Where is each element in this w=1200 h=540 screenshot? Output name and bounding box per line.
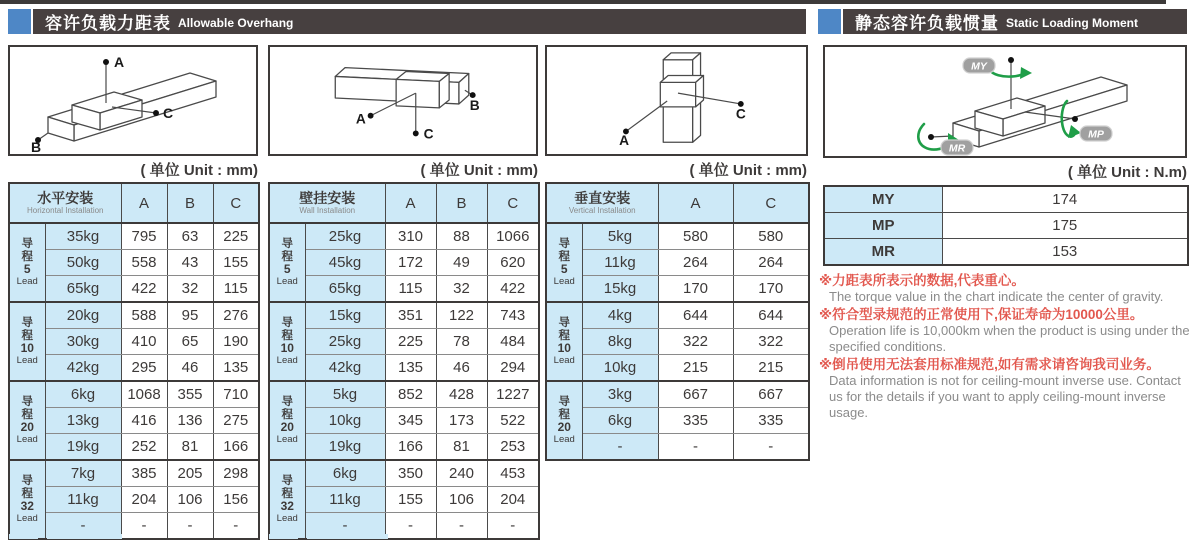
blue-accent-square — [818, 9, 841, 34]
note-chinese: ※符合型录规范的正常使用下,保证寿命为10000公里。 — [819, 307, 1144, 322]
point-c-label: C — [423, 126, 434, 142]
weight-cell: 11kg — [305, 487, 385, 513]
value-cell: 46 — [436, 355, 487, 382]
value-cell: 294 — [487, 355, 539, 382]
value-cell: 276 — [213, 302, 259, 329]
weight-cell: 11kg — [45, 487, 121, 513]
column-header: A — [121, 183, 167, 223]
lead-group-cell: 导 程 10 Lead — [269, 302, 305, 381]
point-b-label: B — [31, 139, 42, 154]
value-cell: 95 — [167, 302, 213, 329]
weight-cell: - — [45, 513, 121, 540]
value-cell: 88 — [436, 223, 487, 250]
value-cell: 558 — [121, 250, 167, 276]
installation-table — [8, 182, 260, 540]
weight-cell: 42kg — [45, 355, 121, 382]
value-cell: 275 — [213, 408, 259, 434]
value-cell: 65 — [167, 329, 213, 355]
weight-cell: 25kg — [305, 329, 385, 355]
value-cell: 63 — [167, 223, 213, 250]
value-cell: 484 — [487, 329, 539, 355]
weight-cell: - — [305, 513, 385, 540]
value-cell: 522 — [487, 408, 539, 434]
unit-label-horizontal: ( 单位 Unit : mm) — [140, 162, 258, 179]
moment-actuator-drawing — [825, 47, 1185, 156]
value-cell: 49 — [436, 250, 487, 276]
installation-table — [268, 182, 540, 540]
value-cell: 166 — [213, 434, 259, 461]
table-static-loading-moment — [823, 185, 1187, 266]
value-cell: 422 — [487, 276, 539, 303]
notes-section — [819, 272, 1197, 422]
lead-group-cell: 导 程 20 Lead — [546, 381, 582, 460]
weight-cell: 15kg — [582, 276, 658, 303]
clipped-cell-strip — [269, 534, 298, 539]
weight-cell: 30kg — [45, 329, 121, 355]
value-cell: 667 — [733, 381, 809, 408]
value-cell: 106 — [167, 487, 213, 513]
top-rule — [0, 0, 1166, 4]
lead-group-cell: 导 程 20 Lead — [269, 381, 305, 460]
value-cell: 335 — [658, 408, 733, 434]
value-cell: 225 — [213, 223, 259, 250]
value-cell: 172 — [385, 250, 436, 276]
point-c-dot — [153, 110, 159, 116]
value-cell: 620 — [487, 250, 539, 276]
value-cell: 156 — [213, 487, 259, 513]
value-cell: - — [487, 513, 539, 540]
my-badge-label: MY — [971, 60, 987, 73]
value-cell: - — [436, 513, 487, 540]
value-cell: 215 — [658, 355, 733, 382]
lead-group-cell: 导 程 5 Lead — [9, 223, 45, 302]
note-english: Operation life is 10,000km when the product is using under the specified conditions. — [829, 323, 1190, 354]
value-cell: 428 — [436, 381, 487, 408]
value-cell: 795 — [121, 223, 167, 250]
column-header: C — [487, 183, 539, 223]
weight-cell: - — [582, 434, 658, 461]
value-cell: 205 — [167, 460, 213, 487]
lead-group-cell: 导 程 5 Lead — [546, 223, 582, 302]
value-cell: 295 — [121, 355, 167, 382]
table-title-cell: 水平安装 Horizontal Installation — [9, 183, 121, 223]
value-cell: 580 — [658, 223, 733, 250]
lead-group-cell: 导 程 10 Lead — [9, 302, 45, 381]
clipped-cell-strip — [9, 534, 38, 539]
weight-cell: 7kg — [45, 460, 121, 487]
value-cell: 78 — [436, 329, 487, 355]
value-cell: 644 — [733, 302, 809, 329]
value-cell: 115 — [385, 276, 436, 303]
value-cell: 115 — [213, 276, 259, 303]
value-cell: 81 — [167, 434, 213, 461]
value-cell: 240 — [436, 460, 487, 487]
value-cell: 1068 — [121, 381, 167, 408]
lead-group-cell: 导 程 10 Lead — [546, 302, 582, 381]
unit-label-vertical: ( 单位 Unit : mm) — [689, 162, 807, 179]
moment-diagram — [823, 45, 1187, 158]
value-cell: 204 — [487, 487, 539, 513]
value-cell: 135 — [213, 355, 259, 382]
note-chinese: ※力距表所表示的数据,代表重心。 — [819, 273, 1025, 288]
value-cell: 81 — [436, 434, 487, 461]
value-cell: 422 — [121, 276, 167, 303]
weight-cell: 20kg — [45, 302, 121, 329]
section-header-overhang — [8, 9, 806, 34]
weight-cell: 50kg — [45, 250, 121, 276]
value-cell: 32 — [436, 276, 487, 303]
weight-cell: 35kg — [45, 223, 121, 250]
weight-cell: 6kg — [305, 460, 385, 487]
value-cell: 355 — [167, 381, 213, 408]
value-cell: 667 — [658, 381, 733, 408]
value-cell: 1066 — [487, 223, 539, 250]
note-english: The torque value in the chart indicate the center of gravity. — [829, 289, 1164, 304]
unit-label-wall: ( 单位 Unit : mm) — [420, 162, 538, 179]
table-title-cell: 壁挂安装 Wall Installation — [269, 183, 385, 223]
moment-value-cell: 174 — [942, 186, 1188, 213]
value-cell: 1227 — [487, 381, 539, 408]
vertical-installation-diagram — [545, 45, 808, 156]
value-cell: - — [213, 513, 259, 540]
value-cell: 46 — [167, 355, 213, 382]
value-cell: 215 — [733, 355, 809, 382]
value-cell: 335 — [733, 408, 809, 434]
weight-cell: 5kg — [582, 223, 658, 250]
value-cell: 170 — [733, 276, 809, 303]
point-a-label: A — [114, 54, 125, 70]
moment-label-cell: MY — [824, 186, 942, 213]
weight-cell: 10kg — [305, 408, 385, 434]
point-a-label: A — [619, 133, 629, 149]
value-cell: 644 — [658, 302, 733, 329]
point-c-label: C — [735, 106, 746, 122]
value-cell: 345 — [385, 408, 436, 434]
weight-cell: 15kg — [305, 302, 385, 329]
value-cell: - — [658, 434, 733, 461]
moment-value-cell: 175 — [942, 213, 1188, 239]
weight-cell: 3kg — [582, 381, 658, 408]
value-cell: - — [385, 513, 436, 540]
column-header: B — [167, 183, 213, 223]
column-header: A — [385, 183, 436, 223]
note-english: Data information is not for ceiling-mount inverse use. Contact us for the details if you want to apply ceiling-mount inverse usage. — [829, 373, 1181, 420]
blue-accent-square — [8, 9, 31, 34]
column-header: B — [436, 183, 487, 223]
vertical-actuator-drawing — [547, 47, 806, 154]
mp-badge-label: MP — [1088, 128, 1104, 141]
value-cell: 173 — [436, 408, 487, 434]
table-horizontal-installation — [8, 182, 258, 540]
weight-cell: 11kg — [582, 250, 658, 276]
weight-cell: 19kg — [305, 434, 385, 461]
value-cell: 351 — [385, 302, 436, 329]
weight-cell: 42kg — [305, 355, 385, 382]
value-cell: 166 — [385, 434, 436, 461]
table-title-cell: 垂直安装 Vertical Installation — [546, 183, 658, 223]
point-a-dot — [368, 113, 374, 119]
value-cell: 416 — [121, 408, 167, 434]
value-cell: 385 — [121, 460, 167, 487]
installation-table — [545, 182, 810, 461]
weight-cell: 8kg — [582, 329, 658, 355]
weight-cell: 13kg — [45, 408, 121, 434]
weight-cell: 10kg — [582, 355, 658, 382]
value-cell: 225 — [385, 329, 436, 355]
column-header: C — [213, 183, 259, 223]
weight-cell: 45kg — [305, 250, 385, 276]
wall-actuator-drawing — [270, 47, 536, 154]
horizontal-installation-diagram — [8, 45, 258, 156]
point-a-label: A — [355, 111, 366, 127]
lead-group-cell: 导 程 32 Lead — [269, 460, 305, 539]
weight-cell: 19kg — [45, 434, 121, 461]
value-cell: 106 — [436, 487, 487, 513]
column-header: A — [658, 183, 733, 223]
horizontal-actuator-drawing — [10, 47, 256, 154]
value-cell: 155 — [385, 487, 436, 513]
value-cell: 588 — [121, 302, 167, 329]
value-cell: 710 — [213, 381, 259, 408]
moment-label-cell: MP — [824, 213, 942, 239]
value-cell: - — [121, 513, 167, 540]
value-cell: 264 — [733, 250, 809, 276]
value-cell: 43 — [167, 250, 213, 276]
section-header-moment — [818, 9, 1187, 34]
value-cell: 322 — [658, 329, 733, 355]
value-cell: - — [733, 434, 809, 461]
value-cell: 322 — [733, 329, 809, 355]
section-title-cn: 容许负载力距表 — [45, 14, 171, 33]
point-c-dot — [413, 130, 419, 136]
note-chinese: ※倒吊使用无法套用标准规范,如有需求请咨询我司业务。 — [819, 357, 1160, 372]
unit-label-moment: ( 单位 Unit : N.m) — [1067, 164, 1187, 181]
section-title-cn: 静态容许负载惯量 — [855, 14, 999, 33]
section-title-en: Allowable Overhang — [178, 15, 294, 30]
weight-cell: 6kg — [45, 381, 121, 408]
value-cell: 298 — [213, 460, 259, 487]
moment-value-table — [823, 185, 1189, 266]
weight-cell: 6kg — [582, 408, 658, 434]
value-cell: 190 — [213, 329, 259, 355]
value-cell: 580 — [733, 223, 809, 250]
value-cell: 122 — [436, 302, 487, 329]
weight-cell: 4kg — [582, 302, 658, 329]
value-cell: 155 — [213, 250, 259, 276]
point-a-dot — [103, 59, 109, 65]
value-cell: 743 — [487, 302, 539, 329]
section-title-en: Static Loading Moment — [1006, 15, 1138, 30]
lead-group-cell: 导 程 32 Lead — [9, 460, 45, 539]
value-cell: 32 — [167, 276, 213, 303]
value-cell: 410 — [121, 329, 167, 355]
value-cell: 204 — [121, 487, 167, 513]
section-header-bar — [843, 9, 1187, 34]
value-cell: 350 — [385, 460, 436, 487]
value-cell: 135 — [385, 355, 436, 382]
value-cell: 264 — [658, 250, 733, 276]
column-header: C — [733, 183, 809, 223]
value-cell: 310 — [385, 223, 436, 250]
clipped-cell-strip — [47, 534, 122, 539]
weight-cell: 25kg — [305, 223, 385, 250]
lead-group-cell: 导 程 20 Lead — [9, 381, 45, 460]
section-header-bar — [33, 9, 806, 34]
point-b-label: B — [469, 97, 480, 113]
value-cell: - — [167, 513, 213, 540]
moment-label-cell: MR — [824, 239, 942, 266]
point-c-label: C — [163, 105, 174, 121]
table-wall-installation — [268, 182, 538, 540]
value-cell: 453 — [487, 460, 539, 487]
value-cell: 170 — [658, 276, 733, 303]
weight-cell: 65kg — [305, 276, 385, 303]
weight-cell: 65kg — [45, 276, 121, 303]
value-cell: 253 — [487, 434, 539, 461]
clipped-cell-strip — [307, 534, 388, 539]
mr-badge-label: MR — [948, 142, 966, 155]
wall-installation-diagram — [268, 45, 538, 156]
lead-group-cell: 导 程 5 Lead — [269, 223, 305, 302]
value-cell: 852 — [385, 381, 436, 408]
weight-cell: 5kg — [305, 381, 385, 408]
value-cell: 252 — [121, 434, 167, 461]
table-vertical-installation — [545, 182, 808, 461]
value-cell: 136 — [167, 408, 213, 434]
moment-value-cell: 153 — [942, 239, 1188, 266]
